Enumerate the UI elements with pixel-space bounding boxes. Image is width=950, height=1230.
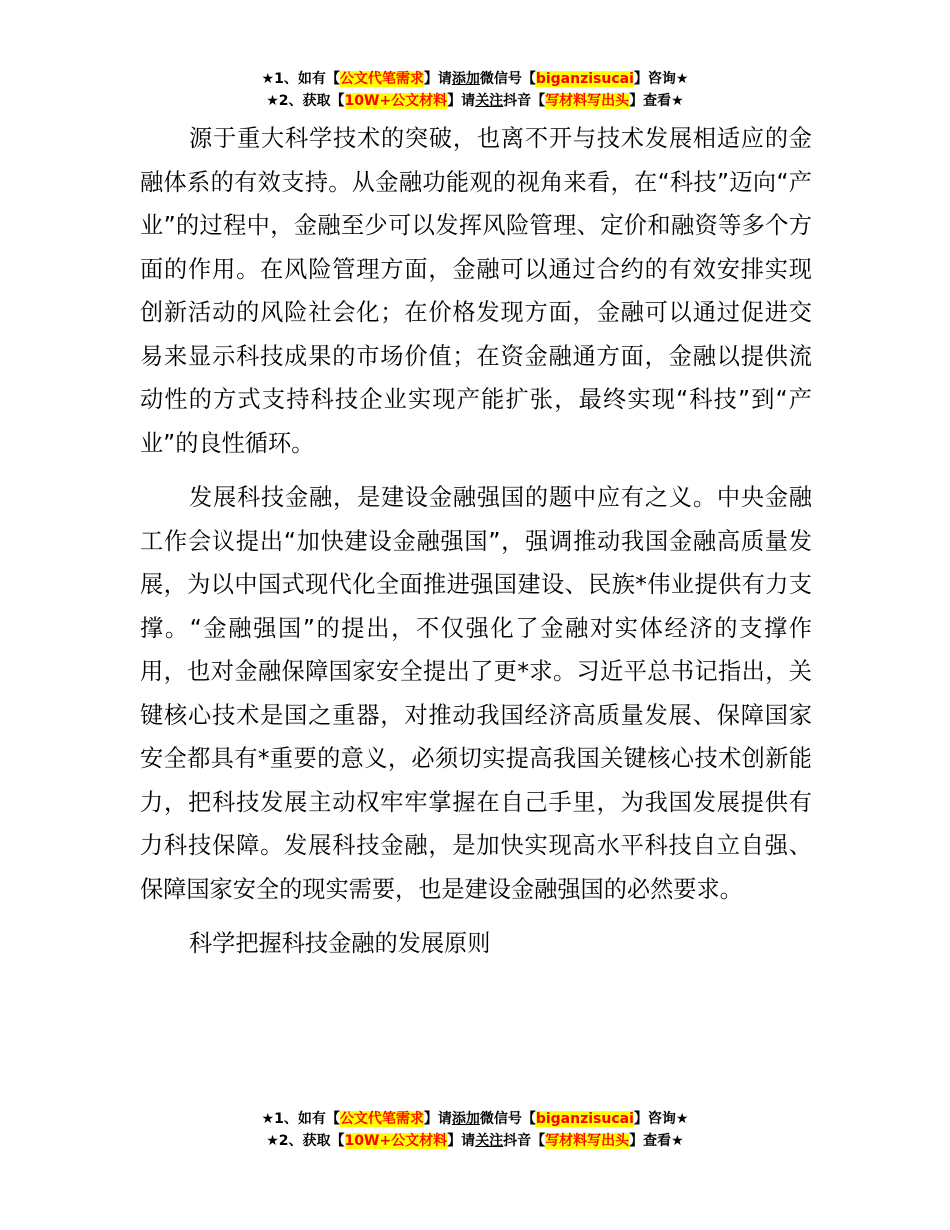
document-body bbox=[140, 117, 812, 966]
highlight-text: 公文代笔需求 bbox=[339, 71, 424, 87]
highlight-text: 10W+公文材料 bbox=[344, 93, 448, 109]
banner-line-1: ★1、如有【公文代笔需求】请添加微信号【biganzisucai】咨询★ bbox=[261, 71, 689, 87]
highlight-text: 公文代笔需求 bbox=[339, 1111, 424, 1127]
wechat-id: biganzisucai bbox=[535, 1111, 634, 1127]
header-banner bbox=[0, 68, 950, 112]
underlined-text: 添加 bbox=[451, 71, 480, 87]
footer-banner bbox=[0, 1108, 950, 1152]
douyin-account: 写材料写出头 bbox=[545, 93, 630, 109]
paragraph-2: 发展科技金融，是建设金融强国的题中应有之义。中央金融工作会议提出“加快建设金融强国”，强调推动我国金融高质量发展，为以中国式现代化全面推进强国建设、民族*伟业提供有力支撑。“金融强国”的提出，不仅强化了金融对实体经济的支撑作用，也对金融保障国家安全提出了更*求。习近平总书记指出，关键核心技术是国之重器，对推动我国经济高质量发展、保障国家安全都具有*重要的意义，必须切实提高我国关键核心技术创新能力，把科技发展主动权牢牢掌握在自己手里，为我国发展提供有力科技保障。发展科技金融，是加快实现高水平科技自立自强、保障国家安全的现实需要，也是建设金融强国的必然要求。 bbox=[140, 484, 812, 903]
highlight-text: 10W+公文材料 bbox=[344, 1133, 448, 1149]
banner-line-1: ★1、如有【公文代笔需求】请添加微信号【biganzisucai】咨询★ bbox=[261, 1111, 689, 1127]
banner-line-2: ★2、获取【10W+公文材料】请关注抖音【写材料写出头】查看★ bbox=[266, 1133, 684, 1149]
paragraph-1: 源于重大科学技术的突破，也离不开与技术发展相适应的金融体系的有效支持。从金融功能观的视角来看，在“科技”迈向“产业”的过程中，金融至少可以发挥风险管理、定价和融资等多个方面的作用。在风险管理方面，金融可以通过合约的有效安排实现创新活动的风险社会化；在价格发现方面，金融可以通过促进交易来显示科技成果的市场价值；在资金融通方面，金融以提供流动性的方式支持科技企业实现产能扩张，最终实现“科技”到“产业”的良性循环。 bbox=[140, 125, 812, 457]
douyin-account: 写材料写出头 bbox=[545, 1133, 630, 1149]
underlined-text: 关注 bbox=[475, 1133, 504, 1149]
banner-line-2: ★2、获取【10W+公文材料】请关注抖音【写材料写出头】查看★ bbox=[266, 93, 684, 109]
wechat-id: biganzisucai bbox=[535, 71, 634, 87]
underlined-text: 关注 bbox=[475, 93, 504, 109]
section-heading: 科学把握科技金融的发展原则 bbox=[189, 930, 491, 957]
underlined-text: 添加 bbox=[451, 1111, 480, 1127]
